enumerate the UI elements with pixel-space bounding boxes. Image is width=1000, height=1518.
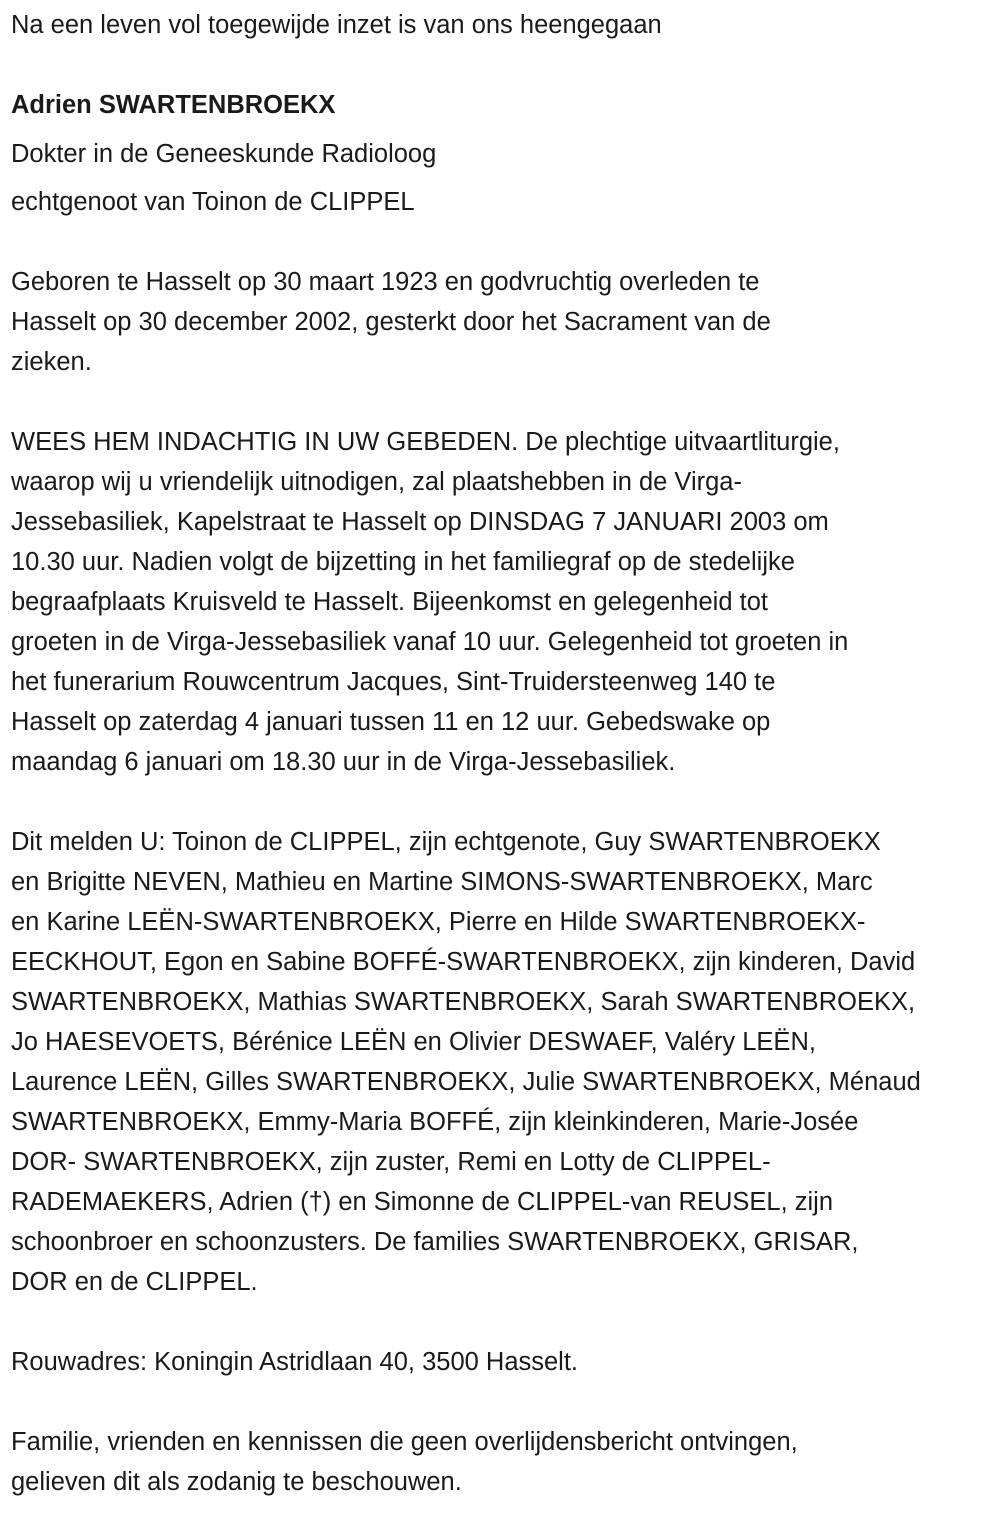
paragraph-line: RADEMAEKERS, Adrien (†) en Simonne de CLIPPEL-van REUSEL, zijn (11, 1188, 834, 1216)
profession: Dokter in de Geneeskunde Radioloog (11, 140, 437, 168)
paragraph-line: schoonbroer en schoonzusters. De families SWARTENBROEKX, GRISAR, (11, 1228, 859, 1256)
paragraph-line: SWARTENBROEKX, Mathias SWARTENBROEKX, Sarah SWARTENBROEKX, (11, 988, 916, 1016)
paragraph-line: 10.30 uur. Nadien volgt de bijzetting in het familiegraf op de stedelijke (11, 548, 795, 576)
spouse-line: echtgenoot van Toinon de CLIPPEL (11, 188, 415, 216)
paragraph-line: zieken. (11, 348, 92, 376)
paragraph-line: Dit melden U: Toinon de CLIPPEL, zijn echtgenote, Guy SWARTENBROEKX (11, 828, 881, 856)
paragraph-line: DOR- SWARTENBROEKX, zijn zuster, Remi en Lotty de CLIPPEL- (11, 1148, 771, 1176)
paragraph-line: Familie, vrienden en kennissen die geen overlijdensbericht ontvingen, (11, 1428, 798, 1456)
paragraph-line: Jo HAESEVOETS, Bérénice LEËN en Olivier DESWAEF, Valéry LEËN, (11, 1028, 816, 1056)
paragraph-line: waarop wij u vriendelijk uitnodigen, zal plaatshebben in de Virga- (11, 468, 742, 496)
paragraph-line: EECKHOUT, Egon en Sabine BOFFÉ-SWARTENBROEKX, zijn kinderen, David (11, 948, 916, 976)
paragraph-line: Jessebasiliek, Kapelstraat te Hasselt op DINSDAG 7 JANUARI 2003 om (11, 508, 829, 536)
paragraph-line: DOR en de CLIPPEL. (11, 1268, 258, 1296)
paragraph-line: SWARTENBROEKX, Emmy-Maria BOFFÉ, zijn kleinkinderen, Marie-Josée (11, 1108, 859, 1136)
mourning-address: Rouwadres: Koningin Astridlaan 40, 3500 Hasselt. (11, 1348, 579, 1376)
paragraph-line: en Brigitte NEVEN, Mathieu en Martine SIMONS-SWARTENBROEKX, Marc (11, 868, 873, 896)
paragraph-line: WEES HEM INDACHTIG IN UW GEBEDEN. De plechtige uitvaartliturgie, (11, 428, 840, 456)
paragraph-line: maandag 6 januari om 18.30 uur in de Virga-Jessebasiliek. (11, 748, 676, 776)
paragraph-line: het funerarium Rouwcentrum Jacques, Sint-Truidersteenweg 140 te (11, 668, 776, 696)
paragraph-line: groeten in de Virga-Jessebasiliek vanaf 10 uur. Gelegenheid tot groeten in (11, 628, 849, 656)
paragraph-line: en Karine LEËN-SWARTENBROEKX, Pierre en Hilde SWARTENBROEKX- (11, 908, 866, 936)
paragraph-line: Hasselt op zaterdag 4 januari tussen 11 en 12 uur. Gebedswake op (11, 708, 771, 736)
deceased-name: Adrien SWARTENBROEKX (11, 91, 336, 119)
paragraph-line: begraafplaats Kruisveld te Hasselt. Bijeenkomst en gelegenheid tot (11, 588, 768, 616)
paragraph-line: gelieven dit als zodanig te beschouwen. (11, 1468, 462, 1496)
paragraph-line: Laurence LEËN, Gilles SWARTENBROEKX, Julie SWARTENBROEKX, Ménaud (11, 1068, 921, 1096)
paragraph-line: Geboren te Hasselt op 30 maart 1923 en godvruchtig overleden te (11, 268, 760, 296)
intro-text: Na een leven vol toegewijde inzet is van ons heengegaan (11, 11, 662, 39)
paragraph-line: Hasselt op 30 december 2002, gesterkt door het Sacrament van de (11, 308, 771, 336)
